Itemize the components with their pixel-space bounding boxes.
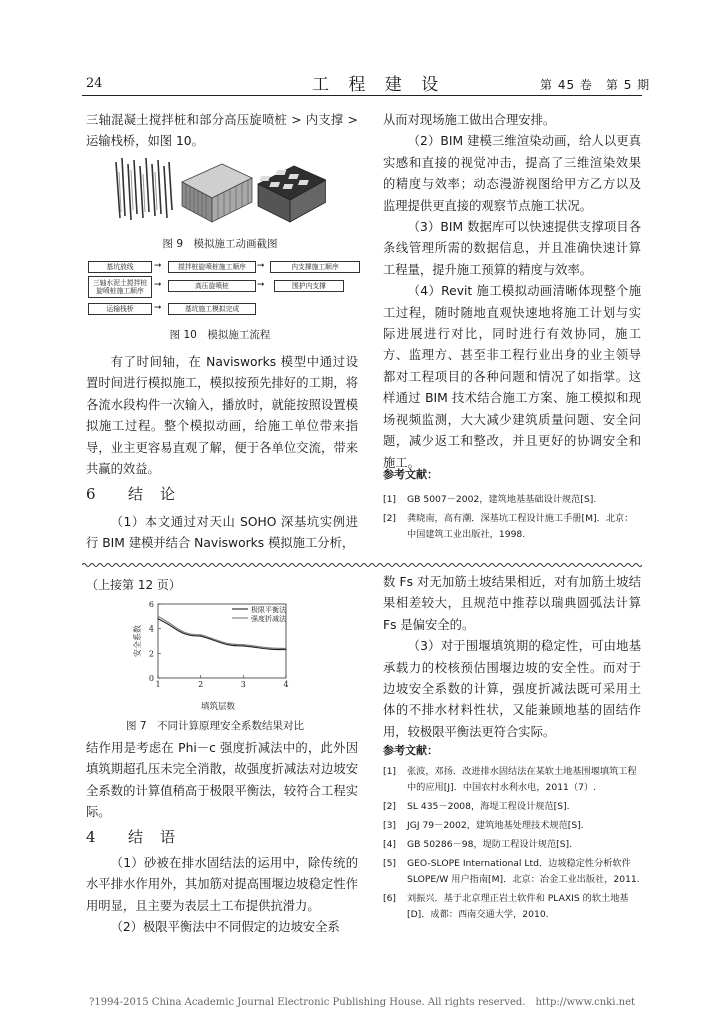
- chart-data-point: [243, 644, 244, 645]
- fig7-line-chart: [128, 598, 308, 694]
- section-6-heading: 6 结 论: [86, 485, 177, 503]
- fig10-flowchart: [84, 258, 364, 322]
- reference-item: [4] GB 50286－98，堤防工程设计规范[S].: [383, 839, 573, 850]
- chart-data-point: [285, 648, 286, 649]
- flow-arrow-icon: ➞: [154, 280, 162, 290]
- fig9-caption: 图 9 模拟施工动画截图: [162, 238, 278, 250]
- reference-item: [5] GEO-SLOPE International Ltd．边坡稳定性分析软件 SLOPE/W 用户指南[M]．北京：冶金工业出版社，2011.: [383, 858, 640, 885]
- reference-item: [1] GB 5007－2002，建筑地基基础设计规范[S].: [383, 494, 597, 505]
- flow-box-complete: 基坑施工模拟完成: [168, 303, 256, 315]
- chart-y-axis-label: 安全系数: [133, 625, 142, 657]
- reference-item: [2] 龚晓南，高有潮．深基坑工程设计施工手册[M]．北京：中国建筑工业出版社，1998.: [383, 513, 634, 540]
- fig9-animation-screenshots: [112, 152, 326, 226]
- chart-legend-label: 强度折减法: [251, 615, 286, 623]
- reference-item: [2] SL 435－2008，海堤工程设计规范[S].: [383, 801, 570, 812]
- flow-arrow-icon: ➞: [257, 280, 265, 290]
- chart-x-axis-label: 填筑层数: [200, 702, 235, 712]
- chart-legend-label: 极限平衡法: [251, 606, 286, 614]
- chart-y-tick-label: 2: [148, 649, 154, 659]
- chart-data-point: [285, 649, 286, 650]
- page-number: 24: [86, 76, 103, 91]
- intro-text: 三轴混凝土搅拌桩和部分高压旋喷桩 > 内支撑 > 运输栈桥，如图 10。: [86, 113, 358, 149]
- fig9-panel-3: [258, 166, 326, 222]
- closing-paragraphs: （1）砂被在排水固结法的运用中，除传统的水平排水作用外，其加筋对提高围堰边坡稳定性作用明显，且主要为表层土工布提供抗滑力。 （2）极限平衡法中不同假定的边坡安全系: [86, 856, 358, 935]
- issue-label: 第 45 卷 第 5 期: [540, 78, 651, 92]
- bottom-left-paragraph: 结作用是考虑在 Phi－c 强度折减法中的，此外因填筑期超孔压未完全消散，故强度折减法对边坡安全系数的计算值稍高于极限平衡法，较符合工程实际。: [86, 741, 358, 820]
- reference-item: [3] JGJ 79－2002，建筑地基处理技术规范[S].: [383, 820, 584, 831]
- chart-data-point: [243, 645, 244, 646]
- flow-box-inner-support: 围护内支撑: [274, 280, 344, 292]
- flow-box-support-sequence: 内支撑施工顺序: [270, 261, 360, 273]
- references-list-top: [383, 492, 641, 546]
- fig7-caption: 图 7 不同计算原理安全系数结果对比: [125, 720, 305, 732]
- chart-x-tick-label: 1: [155, 680, 161, 689]
- references-title-bottom: 参考文献：: [383, 744, 438, 757]
- flow-arrow-icon: ➞: [257, 261, 265, 271]
- flow-arrow-icon: ➞: [154, 303, 162, 313]
- flow-box-survey: 基坑放线: [88, 261, 152, 273]
- reference-item: [1] 张波，邓扬．改进排水固结法在某软土地基围堰填筑工程中的应用[J]．中国农村水利水电，2011（7）.: [383, 766, 637, 793]
- flow-box-pile-sequence: 搅拌桩旋喷桩施工顺序: [168, 261, 256, 273]
- flow-box-trestle: 运输栈桥: [88, 303, 152, 315]
- chart-series-line-1: [158, 619, 286, 650]
- conclusions-right: 从而对现场施工做出合理安排。 （2）BIM 建模三维渲染动画，给人以更真实感和直接的视觉冲击，提高了三维渲染效果的精度与效率；动态漫游视图给甲方乙方以及监理提供更直接的观察节点施工状况。 （3）BIM 数据库可以快速提供支撑项目各条线管理所需的数据信息，并且准确快速计算工程量，提升施工预算的精度与效率。 （4）Revit 施工模拟动画清晰体现整个施工过程，随时随地直观快速地将施工计划与实际进展进行对比，同时进行有效协同，施工方、监理方、甚至非工程行业出身的业主领导都对工程项目的各种问题和情况了如指掌。这样通过 BIM 技术结合施工方案、施工模拟和现场视频监测，大大减少建筑质量问题、安全问题，减少返工和整改，并且更好的协调安全和施工。: [383, 113, 641, 470]
- chart-x-tick-label: 3: [240, 680, 246, 689]
- chart-y-tick-label: 6: [148, 600, 154, 609]
- chart-x-tick-label: 4: [283, 680, 289, 689]
- chart-x-tick-label: 2: [198, 680, 204, 689]
- continued-note: （上接第 12 页）: [86, 578, 181, 592]
- chart-y-tick-label: 0: [148, 674, 154, 683]
- header-rule: [82, 95, 642, 96]
- article-separator: [82, 562, 642, 568]
- flow-arrow-icon: ➞: [154, 261, 162, 271]
- flow-box-mixing-pile: 三轴水泥土搅拌桩 旋喷桩施工顺序: [88, 276, 152, 298]
- bottom-right-text: 数 Fs 对无加筋土坡结果相近，对有加筋土坡结果相差较大，且规范中推荐以瑞典圆弧法计算 Fs 是偏安全的。 （3）对于围堰填筑期的稳定性，可由地基承载力的校核预估围堰边坡的安全性。而对于边坡安全系数的计算，强度折减法既可采用土体的不排水材料性状，又能兼顾地基的固结作用，较极限平衡法更符合实际。: [383, 575, 641, 739]
- flow-box-jet-grouting: 高压旋喷桩: [168, 280, 256, 292]
- references-title-top: 参考文献：: [383, 468, 438, 481]
- reference-item: [6] 刘振兴．基于北京理正岩土软件和 PLAXIS 的软土地基[D]．成都：西南交通大学，2010.: [383, 893, 629, 920]
- chart-data-point: [200, 634, 201, 635]
- fig9-panel-2: [182, 164, 252, 222]
- fig10-caption: 图 10 模拟施工流程: [169, 329, 271, 341]
- journal-title: 工 程 建 设: [312, 75, 446, 95]
- chart-data-point: [157, 616, 158, 617]
- simulation-paragraph: 有了时间轴，在 Navisworks 模型中通过设置时间进行模拟施工，模拟按预先排好的工期，将各流水段构件一次输入，播放时，就能按照设置模拟施工过程。整个模拟动画，给施工单位带来指导，业主更容易直观了解，便于各单位交流，带来共赢的效益。: [86, 355, 358, 477]
- section-4-heading: 4 结 语: [86, 828, 177, 846]
- conclusion-paragraph-1: （1）本文通过对天山 SOHO 深基坑实例进行 BIM 建模并结合 Navisworks 模拟施工分析，: [86, 515, 358, 551]
- copyright-footer: ?1994-2015 China Academic Journal Electronic Publishing House. All rights reserved. http://www.cnki.net: [88, 997, 635, 1008]
- chart-data-point: [200, 635, 201, 636]
- chart-y-tick-label: 4: [148, 624, 154, 634]
- fig9-panel-1: [112, 156, 174, 222]
- chart-data-point: [157, 618, 158, 619]
- references-list-bottom: [383, 764, 641, 926]
